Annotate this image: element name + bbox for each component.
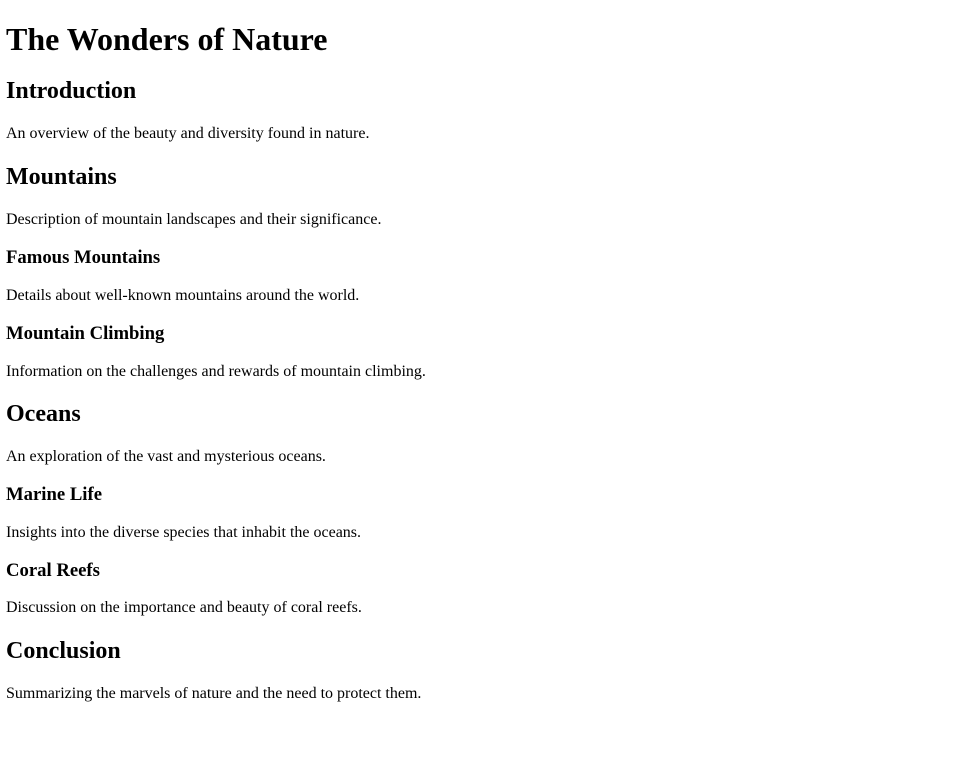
section-mountains: [6, 163, 956, 381]
section-introduction: [6, 77, 956, 143]
introduction-heading: Introduction: [6, 78, 137, 104]
oceans-text: An exploration of the vast and mysterious oceans.: [6, 448, 326, 465]
mountain-climbing-heading: Mountain Climbing: [6, 323, 165, 344]
mountains-heading: Mountains: [6, 164, 117, 190]
famous-mountains-text: Details about well-known mountains around the world.: [6, 287, 360, 304]
coral-reefs-heading: Coral Reefs: [6, 560, 100, 581]
document-page: [0, 21, 962, 703]
mountains-text: Description of mountain landscapes and their significance.: [6, 211, 382, 228]
page-title: The Wonders of Nature: [6, 21, 328, 57]
marine-life-text: Insights into the diverse species that inhabit the oceans.: [6, 524, 362, 541]
conclusion-text: Summarizing the marvels of nature and the need to protect them.: [6, 685, 422, 702]
section-oceans: [6, 400, 956, 617]
oceans-heading: Oceans: [6, 401, 81, 427]
famous-mountains-heading: Famous Mountains: [6, 247, 161, 268]
coral-reefs-text: Discussion on the importance and beauty of coral reefs.: [6, 599, 362, 616]
section-conclusion: [6, 637, 956, 703]
marine-life-heading: Marine Life: [6, 484, 103, 505]
introduction-text: An overview of the beauty and diversity found in nature.: [6, 125, 370, 142]
conclusion-heading: Conclusion: [6, 638, 121, 664]
mountain-climbing-text: Information on the challenges and rewards of mountain climbing.: [6, 363, 426, 380]
